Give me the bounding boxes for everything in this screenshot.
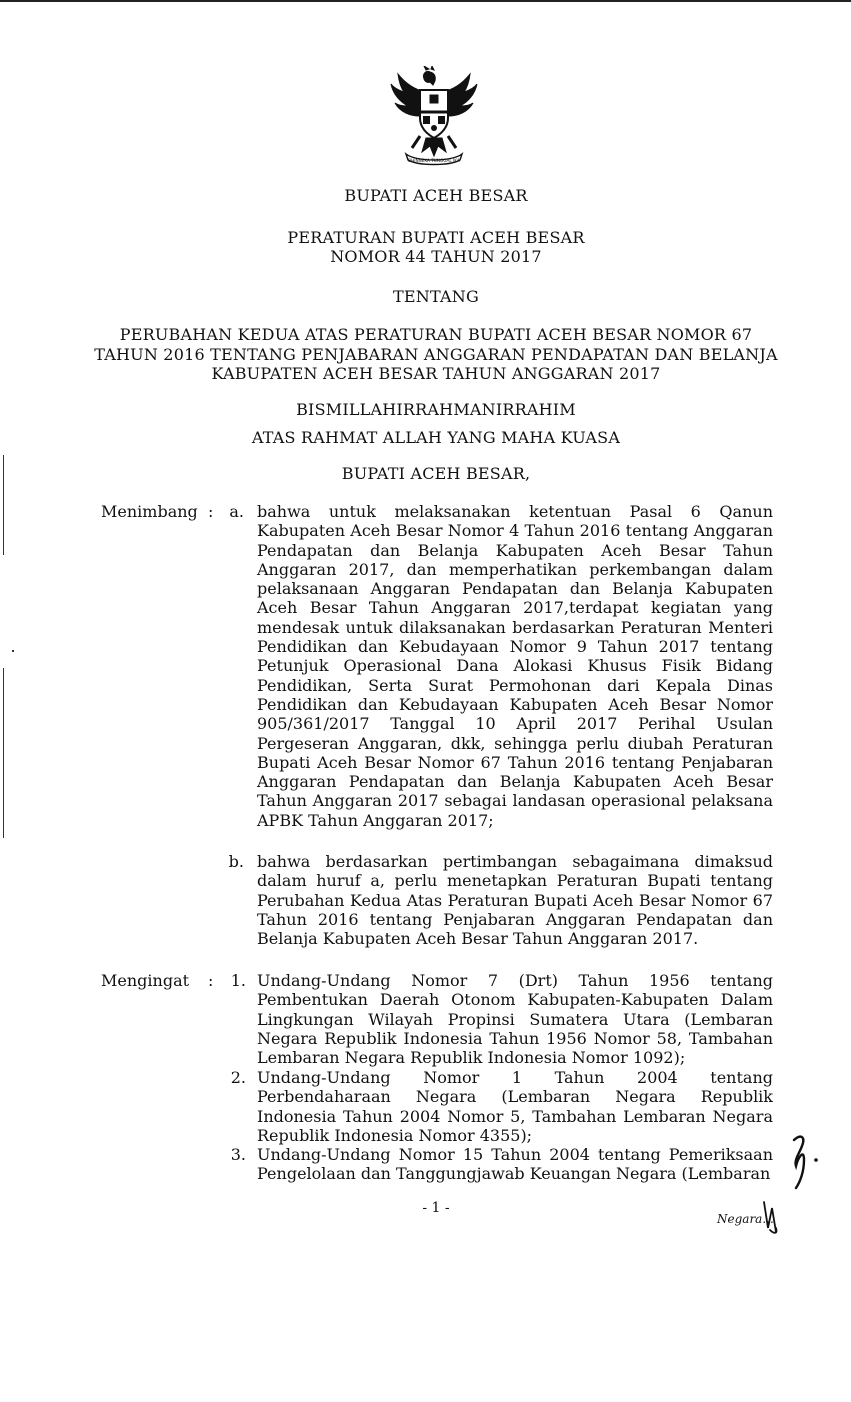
menimbang-item-a: bahwa untuk melaksanakan ketentuan Pasal 6 Qanun Kabupaten Aceh Besar Nomor 4 Tahun 2016 tentang Anggaran Pendapatan dan Belanja Kabupaten Aceh Besar Tahun Anggaran 2017, dan memperhatikan perkembangan dalam pelaksanaan Anggaran Pendapatan dan Belanja Kabupaten Aceh Besar Tahun Anggaran 2017,terdapat kegiatan yang mendesak untuk dilaksanakan berdasarkan Peraturan Menteri Pendidikan dan Kebudayaan Nomor 9 Tahun 2017 tentang Petunjuk Operasional Dana Alokasi Khusus Fisik Bidang Pendidikan, Serta Surat Permohonan dari Kepala Dinas Pendidikan dan Kebudayaan Kabupaten Aceh Besar Nomor 905/361/2017 Tanggal 10 April 2017 Perihal Usulan Pergeseran Anggaran, dkk, sehingga perlu diubah Peraturan Bupati Aceh Besar Nomor 67 Tahun 2016 tentang Penjabaran Anggaran Pendapatan dan Belanja Kabupaten Aceh Besar Tahun Anggaran 2017 sebagai landasan operasional pelaksana APBK Tahun Anggaran 2017;: [257, 502, 773, 830]
mengingat-label: Mengingat: [101, 971, 190, 990]
page-number: - 1 -: [422, 1200, 450, 1216]
regulation-number: NOMOR 44 TAHUN 2017: [330, 247, 542, 266]
menimbang-colon: :: [208, 502, 214, 521]
mengingat-item-3: Undang-Undang Nomor 15 Tahun 2004 tentang Pemeriksaan Pengelolaan dan Tanggungjawab Keuangan Negara (Lembaran: [257, 1145, 773, 1184]
initial-signature-icon: [782, 1130, 830, 1194]
basmalah: BISMILLAHIRRAHMANIRRAHIM: [296, 400, 576, 419]
mengingat-colon: :: [208, 971, 214, 990]
regulation-title-line-2: TAHUN 2016 TENTANG PENJABARAN ANGGARAN PENDAPATAN DAN BELANJA: [94, 345, 778, 364]
regulation-title-line-3: KABUPATEN ACEH BESAR TAHUN ANGGARAN 2017: [211, 364, 661, 383]
regulation-title-line-1: PERUBAHAN KEDUA ATAS PERATURAN BUPATI ACEH BESAR NOMOR 67: [119, 325, 753, 344]
menimbang-item-b: bahwa berdasarkan pertimbangan sebagaimana dimaksud dalam huruf a, perlu menetapkan Peraturan Bupati tentang Perubahan Kedua Atas Peraturan Bupati Aceh Besar Nomor 67 Tahun 2016 tentang Penjabaran Anggaran Pendapatan dan Belanja Kabupaten Aceh Besar Tahun Anggaran 2017.: [257, 852, 773, 949]
menimbang-marker-a: a.: [229, 502, 244, 521]
paraf-icon: [758, 1198, 784, 1238]
about-heading: TENTANG: [393, 287, 479, 306]
next-page-catchword: Negara...: [717, 1212, 774, 1226]
menimbang-label: Menimbang: [101, 502, 198, 521]
mengingat-marker-3: 3.: [230, 1145, 246, 1164]
scan-top-edge: [0, 0, 851, 2]
mengingat-item-1: Undang-Undang Nomor 7 (Drt) Tahun 1956 tentang Pembentukan Daerah Otonom Kabupaten-Kabupaten Dalam Lingkungan Wilayah Propinsi Sumatera Utara (Lembaran Negara Republik Indonesia Tahun 1956 Nomor 58, Tambahan Lembaran Negara Republik Indonesia Nomor 1092);: [257, 971, 773, 1068]
scan-margin-mark: [3, 668, 4, 838]
regulation-type: PERATURAN BUPATI ACEH BESAR: [287, 228, 585, 247]
office-title: BUPATI ACEH BESAR: [344, 186, 528, 205]
issuer-title: BUPATI ACEH BESAR,: [341, 464, 531, 483]
mengingat-marker-1: 1.: [230, 971, 246, 990]
mengingat-item-2: Undang-Undang Nomor 1 Tahun 2004 tentang Perbendaharaan Negara (Lembaran Negara Republik Indonesia Tahun 2004 Nomor 5, Tambahan Lembaran Negara Republik Indonesia Nomor 4355);: [257, 1068, 773, 1145]
scan-margin-mark: [12, 650, 14, 652]
mengingat-marker-2: 2.: [230, 1068, 246, 1087]
menimbang-marker-b: b.: [228, 852, 244, 871]
garuda-emblem-icon: [386, 66, 482, 166]
emblem-motto: BHINNEKA TUNGGAL IKA: [408, 158, 460, 163]
grace-statement: ATAS RAHMAT ALLAH YANG MAHA KUASA: [251, 428, 621, 447]
